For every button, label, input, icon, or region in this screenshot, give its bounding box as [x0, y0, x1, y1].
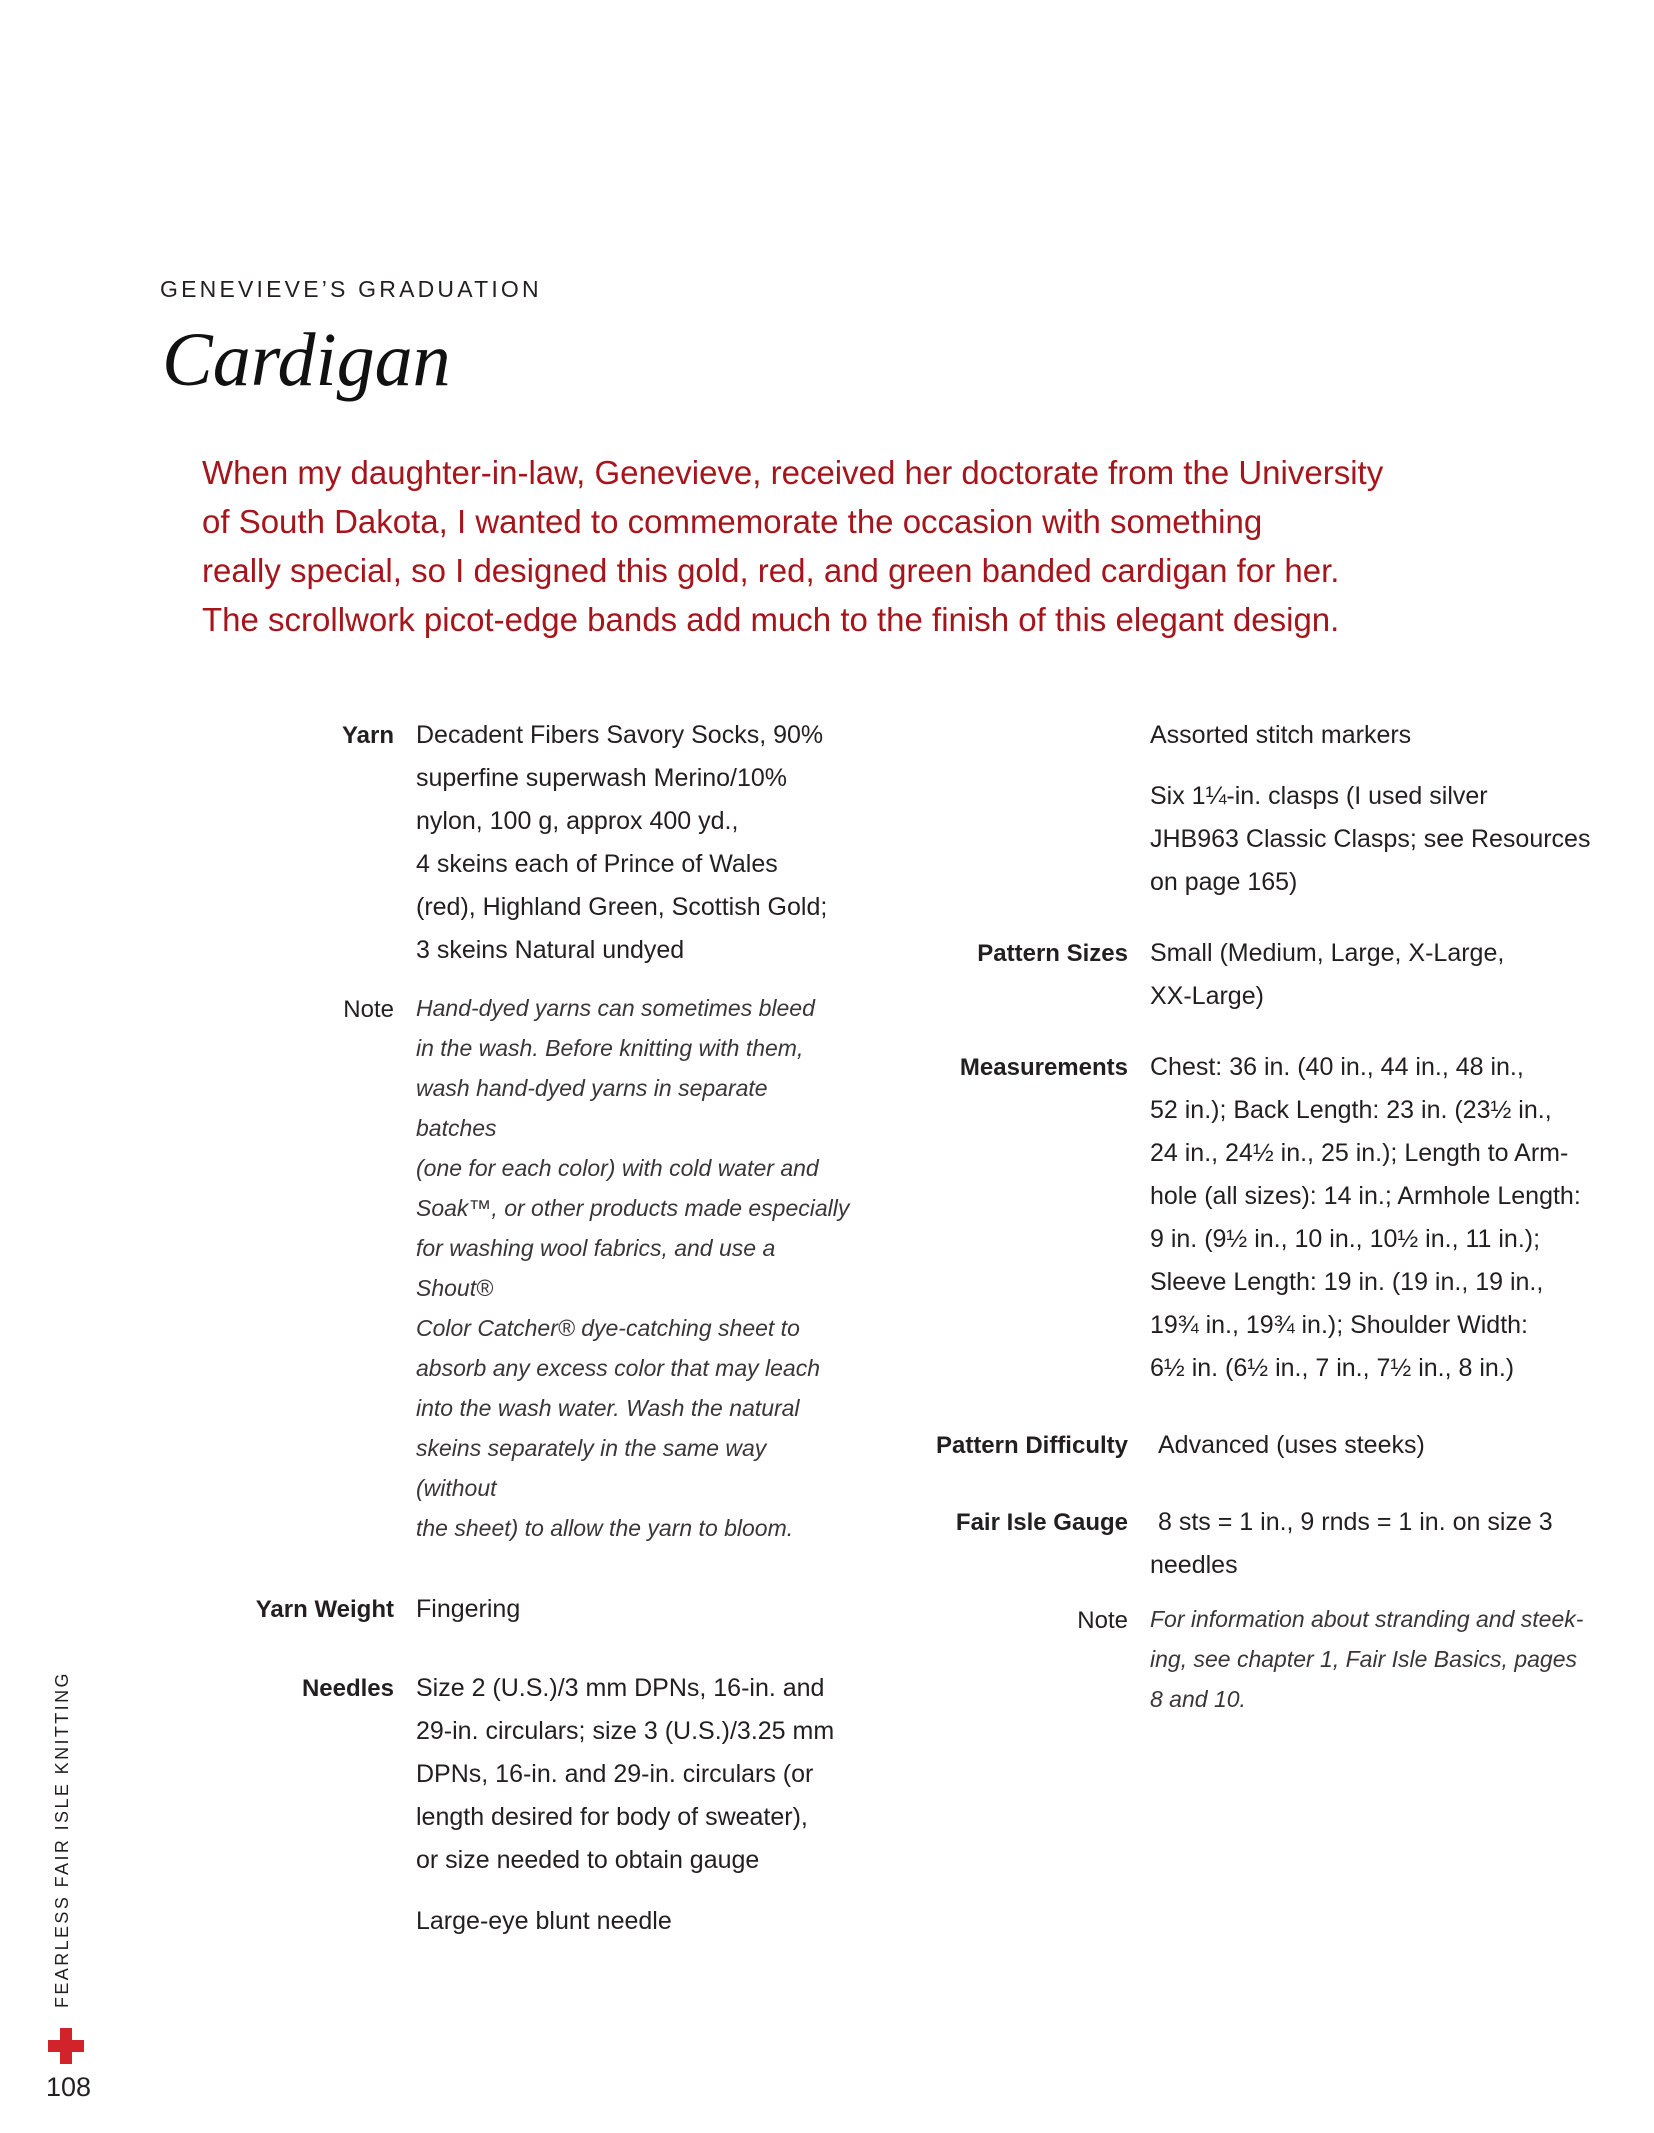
yarn-line: Decadent Fibers Savory Socks, 90% — [416, 721, 824, 749]
page-title: Cardigan — [162, 318, 451, 402]
cross-horizontal-bar — [48, 2040, 84, 2052]
section-kicker: GENEVIEVE’S GRADUATION — [160, 276, 542, 302]
yarn-note-line: Hand-dyed yarns can sometimes bleed — [416, 995, 815, 1021]
gauge-line: needles — [1150, 1551, 1238, 1579]
gauge-note-line: 8 and 10. — [1150, 1686, 1246, 1712]
gauge-row — [870, 1501, 1610, 1587]
measurements-line: 6½ in. (6½ in., 7 in., 7½ in., 8 in.) — [1150, 1354, 1515, 1382]
materials-right-column — [870, 714, 1610, 1719]
measurements-line: Chest: 36 in. (40 in., 44 in., 48 in., — [1150, 1053, 1524, 1081]
measurements-row — [870, 1046, 1610, 1390]
pattern-difficulty-value: Advanced (uses steeks) — [1158, 1431, 1425, 1459]
needles-line: Size 2 (U.S.)/3 mm DPNs, 16-in. and — [416, 1674, 825, 1702]
notions-value — [1128, 714, 1610, 904]
yarn-note-line: skeins separately in the same way (without — [416, 1435, 767, 1501]
measurements-label: Measurements — [959, 1054, 1128, 1081]
measurements-line: Sleeve Length: 19 in. (19 in., 19 in., — [1150, 1268, 1544, 1296]
needles-extra: Large-eye blunt needle — [416, 1907, 672, 1935]
notions-row — [870, 714, 1610, 904]
materials-left-column — [150, 714, 850, 1943]
intro-line: really special, so I designed this gold, red, and green banded cardigan for her. — [202, 552, 1340, 589]
yarn-note-line: in the wash. Before knitting with them, — [416, 1035, 804, 1061]
gauge-note-row — [870, 1599, 1610, 1719]
needles-value — [394, 1667, 850, 1943]
gauge-value — [1128, 1501, 1610, 1587]
page-number: 108 — [46, 2072, 92, 2102]
yarn-note-label: Note — [343, 996, 394, 1023]
gauge-line: 8 sts = 1 in., 9 rnds = 1 in. on size 3 — [1158, 1508, 1553, 1536]
measurements-line: 24 in., 24½ in., 25 in.); Length to Arm- — [1150, 1139, 1569, 1167]
yarn-note-row — [150, 988, 850, 1548]
pattern-difficulty-row — [870, 1424, 1610, 1467]
gauge-note-line: For information about stranding and steek- — [1150, 1606, 1584, 1632]
pattern-sizes-line: Small (Medium, Large, X-Large, — [1150, 939, 1505, 967]
needles-row — [150, 1667, 850, 1943]
yarn-value — [394, 714, 850, 972]
pattern-sizes-line: XX-Large) — [1150, 982, 1264, 1010]
gauge-note-label: Note — [1077, 1607, 1128, 1634]
yarn-note-line: for washing wool fabrics, and use a Shout® — [416, 1235, 776, 1301]
intro-paragraph — [202, 448, 1502, 644]
measurements-value — [1128, 1046, 1610, 1390]
yarn-note-line: absorb any excess color that may leach — [416, 1355, 820, 1381]
yarn-label: Yarn — [341, 722, 394, 749]
gauge-note-value — [1128, 1599, 1610, 1719]
book-title-sidebar: FEARLESS FAIR ISLE KNITTING — [52, 1671, 72, 2008]
yarn-line: (red), Highland Green, Scottish Gold; — [416, 893, 828, 921]
yarn-line: 4 skeins each of Prince of Wales — [416, 850, 778, 878]
intro-line: When my daughter-in-law, Genevieve, received her doctorate from the University — [202, 454, 1384, 491]
pattern-sizes-value — [1128, 932, 1610, 1018]
measurements-line: hole (all sizes): 14 in.; Armhole Length: — [1150, 1182, 1581, 1210]
needles-label: Needles — [301, 1675, 394, 1702]
needles-line: 29-in. circulars; size 3 (U.S.)/3.25 mm — [416, 1717, 835, 1745]
gauge-label: Fair Isle Gauge — [955, 1509, 1128, 1536]
gauge-note-line: ing, see chapter 1, Fair Isle Basics, pages — [1150, 1646, 1577, 1672]
yarn-note-line: Soak™, or other products made especially — [416, 1195, 850, 1221]
yarn-weight-label: Yarn Weight — [255, 1596, 394, 1623]
intro-line: of South Dakota, I wanted to commemorate the occasion with something — [202, 503, 1263, 540]
needles-line: length desired for body of sweater), — [416, 1803, 808, 1831]
clasps-line: JHB963 Classic Clasps; see Resources — [1150, 825, 1591, 853]
yarn-note-line: into the wash water. Wash the natural — [416, 1395, 800, 1421]
pattern-difficulty-label: Pattern Difficulty — [935, 1432, 1128, 1459]
yarn-weight-value: Fingering — [416, 1595, 521, 1623]
measurements-line: 19¾ in., 19¾ in.); Shoulder Width: — [1150, 1311, 1528, 1339]
red-cross-icon — [48, 2028, 84, 2064]
yarn-note-value — [394, 988, 850, 1548]
pattern-sizes-row — [870, 932, 1610, 1018]
needles-line: or size needed to obtain gauge — [416, 1846, 760, 1874]
yarn-note-line: the sheet) to allow the yarn to bloom. — [416, 1515, 794, 1541]
yarn-note-line: (one for each color) with cold water and — [416, 1155, 819, 1181]
yarn-line: superfine superwash Merino/10% — [416, 764, 788, 792]
yarn-row — [150, 714, 850, 972]
clasps-line: on page 165) — [1150, 868, 1298, 896]
pattern-sizes-label: Pattern Sizes — [977, 940, 1128, 967]
measurements-line: 9 in. (9½ in., 10 in., 10½ in., 11 in.); — [1150, 1225, 1541, 1253]
yarn-line: nylon, 100 g, approx 400 yd., — [416, 807, 739, 835]
yarn-note-line: Color Catcher® dye-catching sheet to — [416, 1315, 800, 1341]
markers-line: Assorted stitch markers — [1150, 721, 1412, 749]
clasps-line: Six 1¼-in. clasps (I used silver — [1150, 782, 1488, 810]
yarn-weight-row — [150, 1588, 850, 1631]
needles-line: DPNs, 16-in. and 29-in. circulars (or — [416, 1760, 814, 1788]
yarn-note-line: wash hand-dyed yarns in separate batches — [416, 1075, 768, 1141]
yarn-line: 3 skeins Natural undyed — [416, 936, 685, 964]
intro-line: The scrollwork picot-edge bands add much to the finish of this elegant design. — [202, 601, 1340, 638]
measurements-line: 52 in.); Back Length: 23 in. (23½ in., — [1150, 1096, 1552, 1124]
